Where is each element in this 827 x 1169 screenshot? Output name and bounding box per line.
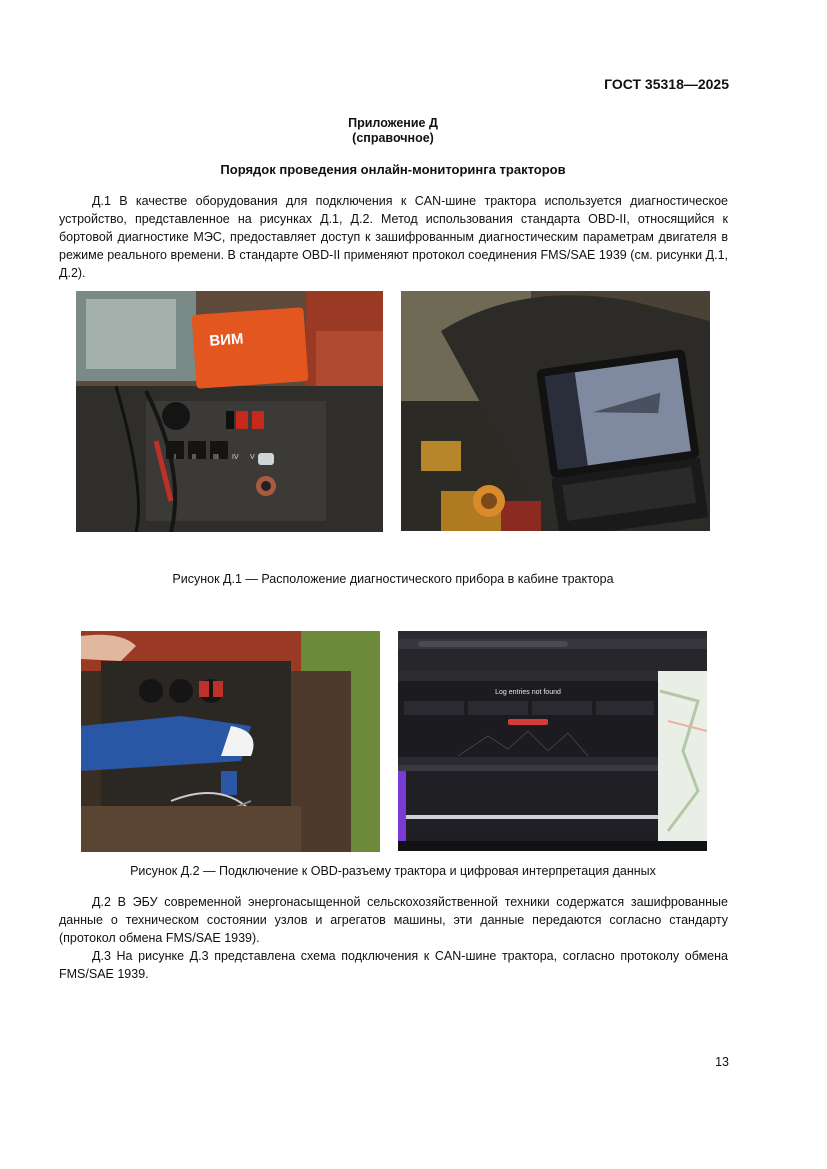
appendix-title: Приложение Д: [348, 116, 438, 130]
figure-d2-caption: Рисунок Д.2 — Подключение к OBD-разъему трактора и цифровая интерпретация данных: [130, 864, 656, 878]
page-number: 13: [715, 1055, 729, 1069]
figure-d2-screenshot: [398, 631, 707, 851]
paragraph-d3: Д.3 На рисунке Д.3 представлена схема подключения к CAN-шине трактора, согласно протоколу обмена FMS/SAE 1939.: [59, 949, 728, 981]
standard-number: ГОСТ 35318—2025: [604, 76, 729, 92]
section-title: Порядок проведения онлайн-мониторинга тракторов: [220, 162, 566, 177]
device-label: ВИМ: [208, 330, 245, 350]
figure-d2-photo-obd: [81, 631, 380, 852]
switch-label: IV: [232, 454, 239, 461]
figure-d1-photo-laptop: [401, 291, 710, 531]
figure-d1-caption: Рисунок Д.1 — Расположение диагностического прибора в кабине трактора: [172, 572, 614, 586]
screen-heading: Log entries not found: [495, 689, 561, 696]
appendix-subtitle: (справочное): [352, 131, 434, 145]
switch-label: II: [192, 454, 196, 461]
switch-label: V: [250, 454, 255, 461]
paragraph-d2: Д.2 В ЭБУ современной энергонасыщенной сельскохозяйственной техники содержатся зашифрованные данные о техническом состоянии узлов и агрегатов машины, эти данные передаются согласно стандарту (протокол обмена FMS/SAE 1939).: [59, 895, 728, 945]
paragraph-d1: Д.1 В качестве оборудования для подключения к CAN-шине трактора используется диагностическое устройство, представленное на рисунках Д.1, Д.2. Метод использования стандарта OBD-II, относящийся к бортовой диагностике МЭС, предоставляет доступ к зашифрованным диагностическим параметрам двигателя в режиме реального времени. В стандарте OBD-II применяют протокол соединения FMS/SAE 1939 (см. рисунки Д.1, Д.2).: [59, 194, 728, 280]
switch-label: I: [174, 454, 176, 461]
switch-label: III: [213, 454, 219, 461]
figure-d1-photo-device: [76, 291, 383, 532]
